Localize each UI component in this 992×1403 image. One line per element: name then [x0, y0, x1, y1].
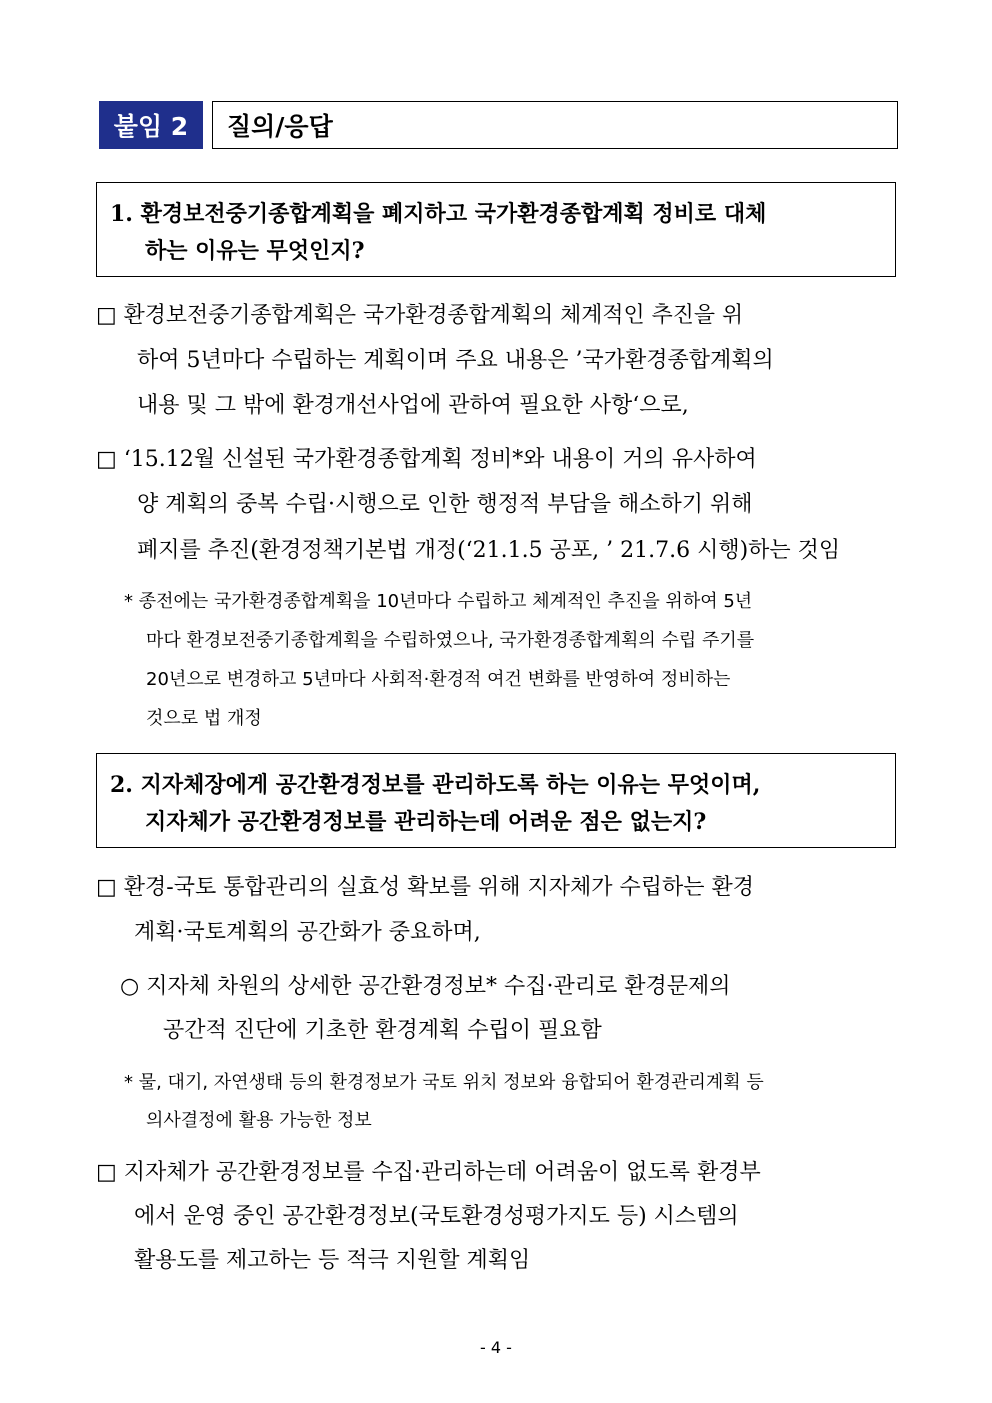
- answer-1-note-line-1: * 종전에는 국가환경종합계획을 10년마다 수립하고 체계적인 추진을 위하여 5년: [124, 591, 753, 612]
- attachment-badge-label: 붙임 2: [113, 112, 189, 141]
- question-2-box: [96, 753, 896, 848]
- answer-1-para-1-line-2: 하여 5년마다 수립하는 계획이며 주요 내용은 ’국가환경종합계획의: [137, 348, 774, 373]
- answer-1-para-1-line-1: □ 환경보전중기종합계획은 국가환경종합계획의 체계적인 추진을 위: [96, 303, 744, 328]
- answer-2-para-2-line-3: 활용도를 제고하는 등 적극 지원할 계획임: [134, 1248, 531, 1273]
- answer-1-para-2-line-3: 폐지를 추진(환경정책기본법 개정(‘21.1.5 공포, ’ 21.7.6 시행)하는 것임: [137, 538, 841, 563]
- answer-2-note-line-1: * 물, 대기, 자연생태 등의 환경정보가 국토 위치 정보와 융합되어 환경관리계획 등: [124, 1072, 764, 1093]
- section-title: 질의/응답: [227, 112, 333, 141]
- answer-2-sub-line-2: 공간적 진단에 기초한 환경계획 수립이 필요함: [163, 1018, 602, 1043]
- answer-2-para-1-line-1: □ 환경-국토 통합관리의 실효성 확보를 위해 지자체가 수립하는 환경: [96, 875, 754, 900]
- answer-2-note-line-2: 의사결정에 활용 가능한 정보: [146, 1110, 372, 1131]
- question-1-line-1: 1. 환경보전중기종합계획을 폐지하고 국가환경종합계획 정비로 대체: [110, 201, 767, 227]
- answer-1-note-line-2: 마다 환경보전중기종합계획을 수립하였으나, 국가환경종합계획의 수립 주기를: [146, 630, 755, 651]
- answer-2-para-2-line-1: □ 지자체가 공간환경정보를 수집·관리하는데 어려움이 없도록 환경부: [96, 1160, 761, 1185]
- answer-1-para-1-line-3: 내용 및 그 밖에 환경개선사업에 관하여 필요한 사항‘으로,: [137, 393, 689, 418]
- page-number: - 4 -: [480, 1338, 512, 1357]
- attachment-badge: [99, 101, 203, 149]
- question-2-line-1: 2. 지자체장에게 공간환경정보를 관리하도록 하는 이유는 무엇이며,: [110, 772, 761, 798]
- answer-1-note-line-4: 것으로 법 개정: [146, 708, 262, 729]
- answer-1-para-2-line-1: □ ‘15.12월 신설된 국가환경종합계획 정비*와 내용이 거의 유사하여: [96, 447, 757, 472]
- answer-2-para-1-line-2: 계획·국토계획의 공간화가 중요하며,: [134, 920, 481, 945]
- section-title-box: [212, 101, 898, 149]
- question-1-line-2: 하는 이유는 무엇인지?: [145, 238, 365, 264]
- question-2-line-2: 지자체가 공간환경정보를 관리하는데 어려운 점은 없는지?: [145, 809, 707, 835]
- answer-1-note-line-3: 20년으로 변경하고 5년마다 사회적·환경적 여건 변화를 반영하여 정비하는: [146, 669, 731, 690]
- answer-2-sub-line-1: ○ 지자체 차원의 상세한 공간환경정보* 수집·관리로 환경문제의: [120, 974, 731, 999]
- question-1-box: [96, 182, 896, 277]
- answer-1-para-2-line-2: 양 계획의 중복 수립·시행으로 인한 행정적 부담을 해소하기 위해: [137, 492, 753, 517]
- answer-2-para-2-line-2: 에서 운영 중인 공간환경정보(국토환경성평가지도 등) 시스템의: [134, 1204, 739, 1229]
